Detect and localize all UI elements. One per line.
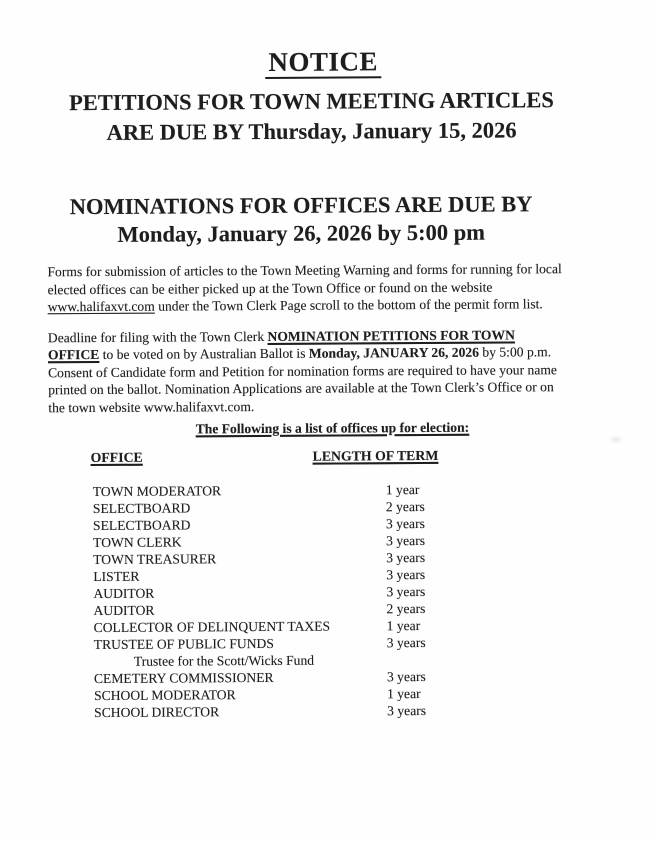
notice-heading <box>0 0 648 80</box>
term-column-header: LENGTH OF TERM <box>312 447 439 464</box>
office-name: SELECTBOARD <box>92 517 191 534</box>
term-length: 1 year <box>386 618 421 634</box>
office-name: AUDITOR <box>93 602 155 619</box>
office-name: SCHOOL MODERATOR <box>94 687 236 704</box>
office-column-header: OFFICE <box>90 449 143 466</box>
offices-table-header <box>91 447 650 466</box>
term-length: 3 years <box>387 702 427 719</box>
nominations-heading <box>0 190 603 250</box>
term-length: 3 years <box>386 549 426 566</box>
office-name: CEMETERY COMMISSIONER <box>93 669 274 687</box>
text-segment: Consent of Candidate form and Petition for nomination forms are required to have your name <box>48 361 557 380</box>
paragraph-line <box>48 295 650 316</box>
text-segment: OFFICE <box>47 346 100 363</box>
term-length: 3 years <box>386 532 426 549</box>
nominations-heading-line2: Monday, January 26, 2026 by 5:00 pm <box>117 219 486 247</box>
text-segment: the town website www.halifaxvt.com. <box>48 398 255 415</box>
text-segment: NOMINATION PETITIONS FOR TOWN <box>267 326 515 344</box>
office-name: TOWN CLERK <box>93 534 182 551</box>
office-name: SELECTBOARD <box>92 500 191 517</box>
text-segment: elected offices can be either picked up at the Town Office or found on the website <box>47 279 493 297</box>
website-link: www.halifaxvt.com <box>47 298 155 315</box>
term-length: 3 years <box>386 566 426 583</box>
office-name: SCHOOL DIRECTOR <box>94 704 220 721</box>
petitions-heading <box>0 85 625 149</box>
text-segment: to be voted on by Australian Ballot is <box>99 345 309 362</box>
term-length: 2 years <box>385 498 425 515</box>
term-length: 3 years <box>386 668 426 685</box>
text-segment: by 5:00 p.m. <box>478 344 552 360</box>
term-length: 3 years <box>386 634 426 651</box>
term-length: 3 years <box>385 515 425 532</box>
term-length: 3 years <box>386 583 426 600</box>
text-segment: printed on the ballot. Nomination Applications are available at the Town Clerk’s Office or on <box>48 379 554 398</box>
office-name: TRUSTEE OF PUBLIC FUNDS <box>93 635 274 653</box>
deadline-paragraph <box>48 325 650 416</box>
notice-title: NOTICE <box>265 46 381 79</box>
office-name: COLLECTOR OF DELINQUENT TAXES <box>93 618 331 636</box>
nominations-heading-line1: NOMINATIONS FOR OFFICES ARE DUE BY <box>69 191 533 220</box>
petitions-heading-line1: PETITIONS FOR TOWN MEETING ARTICLES <box>68 87 554 116</box>
term-length: 1 year <box>386 686 421 702</box>
election-list-intro-text: The Following is a list of offices up for election: <box>195 419 470 437</box>
text-segment: Forms for submission of articles to the Town Meeting Warning and forms for running for local <box>47 261 562 280</box>
office-name: Trustee for the Scott/Wicks Fund <box>133 652 315 669</box>
office-name: TOWN MODERATOR <box>92 483 222 500</box>
petitions-heading-line2: ARE DUE BY Thursday, January 15, 2026 <box>106 117 517 145</box>
paragraph-line <box>48 395 650 416</box>
office-name: AUDITOR <box>93 585 155 602</box>
offices-table <box>93 480 650 721</box>
text-segment: Monday, JANUARY 26, 2026 <box>308 344 480 361</box>
text-segment: Deadline for filing with the Town Clerk <box>47 328 268 345</box>
office-name: TOWN TREASURER <box>93 551 217 568</box>
office-name: LISTER <box>93 568 140 585</box>
forms-paragraph <box>47 260 649 316</box>
term-length: 1 year <box>385 482 420 498</box>
election-list-intro <box>0 419 650 439</box>
text-segment: under the Town Clerk Page scroll to the bottom of the permit form list. <box>154 296 543 314</box>
scan-smudge <box>608 435 624 444</box>
paragraph-line <box>47 260 649 281</box>
term-length: 2 years <box>386 600 426 617</box>
table-row <box>94 701 650 721</box>
